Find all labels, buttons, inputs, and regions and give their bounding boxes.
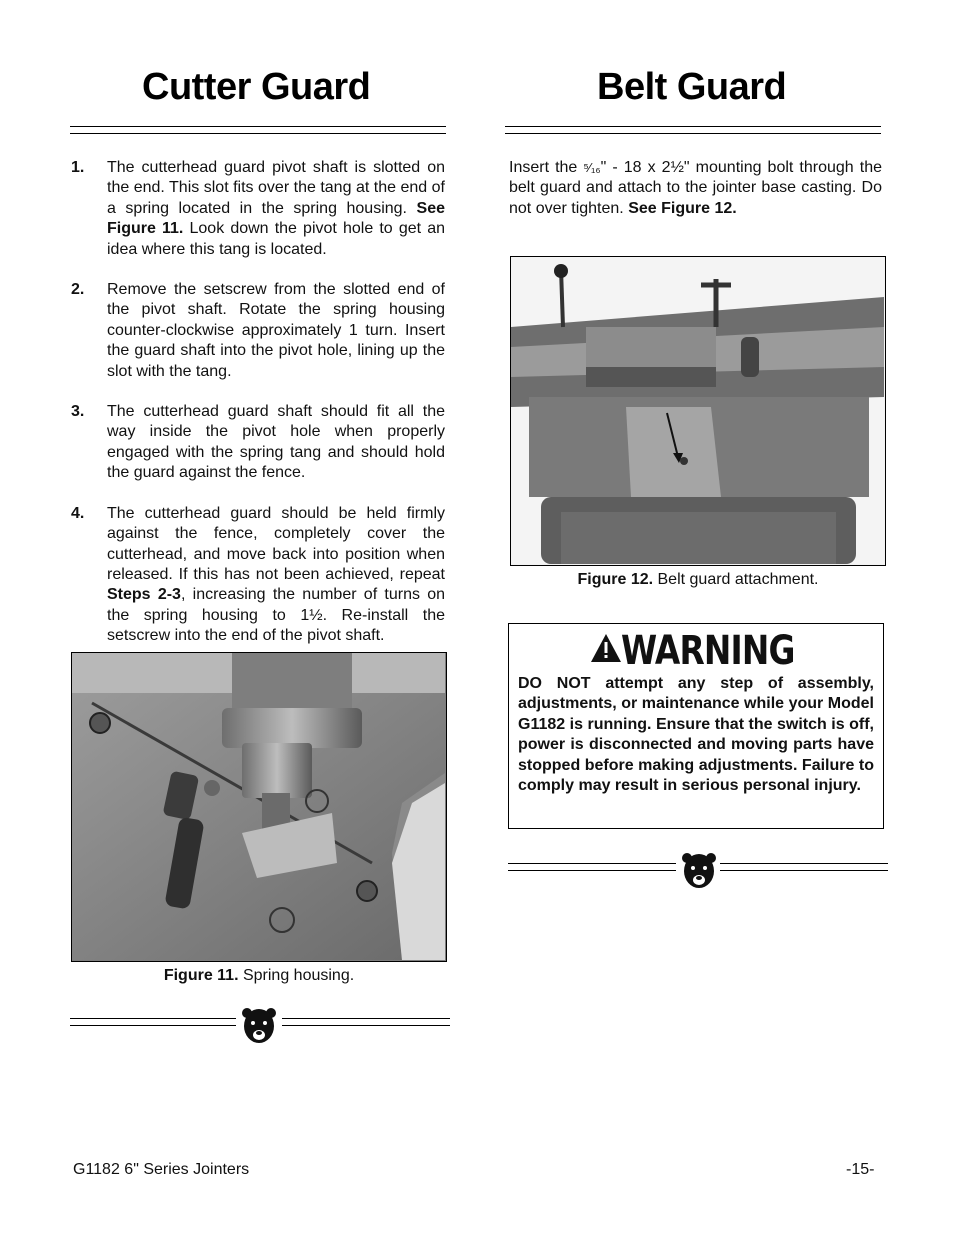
step-number: 2. bbox=[71, 281, 85, 299]
step-number: 1. bbox=[71, 159, 85, 176]
figure-11-photo bbox=[71, 652, 447, 962]
figure-12-photo bbox=[510, 256, 886, 566]
bear-logo-icon bbox=[240, 1006, 278, 1046]
section-title-cutter-guard: Cutter Guard bbox=[142, 66, 371, 108]
step-item: 3. The cutterhead guard shaft should fit all the way inside the pivot hole when properly engaged with the spring tang and should hold the guard against the fence. bbox=[71, 403, 445, 482]
cutter-guard-steps bbox=[71, 158, 445, 667]
bear-logo-icon bbox=[680, 851, 718, 891]
figure-12-caption: Figure 12. Belt guard attachment. bbox=[577, 571, 819, 588]
step-number: 3. bbox=[71, 403, 85, 421]
spring-housing-illustration bbox=[72, 653, 445, 960]
bear-divider-left bbox=[70, 1006, 450, 1046]
figure-11-caption: Figure 11. Spring housing. bbox=[163, 967, 355, 984]
step-item: 4. The cutterhead guard should be held firmly against the fence, completely cover the cutterhead, and move back into position when released. If this has not been achieved, repeat Steps 2-3, increasing the number of turns on the spring housing to 1½. Re-install the setscrew into the end of the pivot shaft. bbox=[71, 504, 446, 645]
title-rule-right bbox=[505, 126, 881, 134]
bear-divider-right bbox=[508, 851, 888, 891]
step-item: 2. Remove the setscrew from the slotted end of the pivot shaft. Rotate the spring housing counter-clockwise approximately 1 turn. Insert the guard shaft into the pivot hole, lining up the slot with the tang. bbox=[71, 281, 445, 380]
step-number: 4. bbox=[71, 504, 85, 522]
title-rule-left bbox=[70, 126, 446, 134]
section-title-belt-guard: Belt Guard bbox=[597, 66, 787, 108]
belt-guard-illustration bbox=[511, 257, 884, 564]
warning-text: DO NOT attempt any step of assembly, adjustments, or maintenance while your Model G1182 is running. Ensure that the switch is off, power is disconnected and moving parts have stopped before making adjustments. Failure to comply may result in serious personal injury. bbox=[518, 675, 874, 795]
belt-guard-instructions: Insert the ⁵⁄₁₆" - 18 x 2½" mounting bolt through the belt guard and attach to the jointer base casting. Do not over tighten. See Figure 12. bbox=[509, 159, 882, 217]
warning-box bbox=[508, 623, 884, 829]
footer-page-number: -15- bbox=[846, 1161, 875, 1178]
footer-manual-title: G1182 6" Series Jointers bbox=[73, 1161, 250, 1178]
step-item: 1. The cutterhead guard pivot shaft is slotted on the end. This slot fits over the tang at the end of a spring located in the spring housing. See Figure 11. Look down the pivot hole to get an idea where this tang is located. bbox=[71, 159, 445, 258]
warning-triangle-icon bbox=[589, 632, 623, 664]
warning-title: WARNING bbox=[621, 628, 795, 674]
